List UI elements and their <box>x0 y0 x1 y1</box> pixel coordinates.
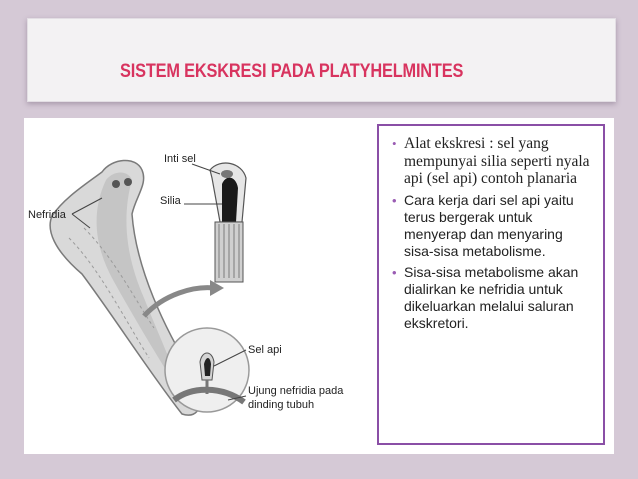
bullet-icon: • <box>392 192 397 208</box>
text-box <box>377 124 605 445</box>
label-silia: Silia <box>160 195 181 207</box>
flame-cell-illustration <box>210 163 246 282</box>
bullet-text: Cara kerja dari sel api yaitu terus bergerak untuk menyerap dan menyaring sisa-sisa metabolisme. <box>404 191 574 259</box>
title-box <box>27 18 616 102</box>
label-dinding-tubuh: dinding tubuh <box>248 399 315 411</box>
bullet-text: Sisa-sisa metabolisme akan dialirkan ke nefridia untuk dikeluarkan melalui saluran ekskretori. <box>404 263 579 331</box>
planaria-diagram <box>24 118 376 454</box>
label-inti-sel: Inti sel <box>164 153 196 165</box>
bullet-icon: • <box>392 264 397 280</box>
bullet-text: Alat ekskresi : sel yang mempunyai silia seperti nyala api (sel api) contoh planaria <box>404 135 590 187</box>
label-nefridia: Nefridia <box>28 209 66 221</box>
slide-title: SISTEM EKSKRESI PADA PLATYHELMINTES <box>120 61 464 82</box>
bullet-icon: • <box>392 136 397 151</box>
label-sel-api: Sel api <box>248 344 282 356</box>
bullet-list <box>392 135 593 332</box>
bullet-item <box>392 135 593 188</box>
bullet-item <box>392 264 593 332</box>
label-ujung-nefridia: Ujung nefridia pada <box>248 385 344 397</box>
bullet-item <box>392 192 593 260</box>
